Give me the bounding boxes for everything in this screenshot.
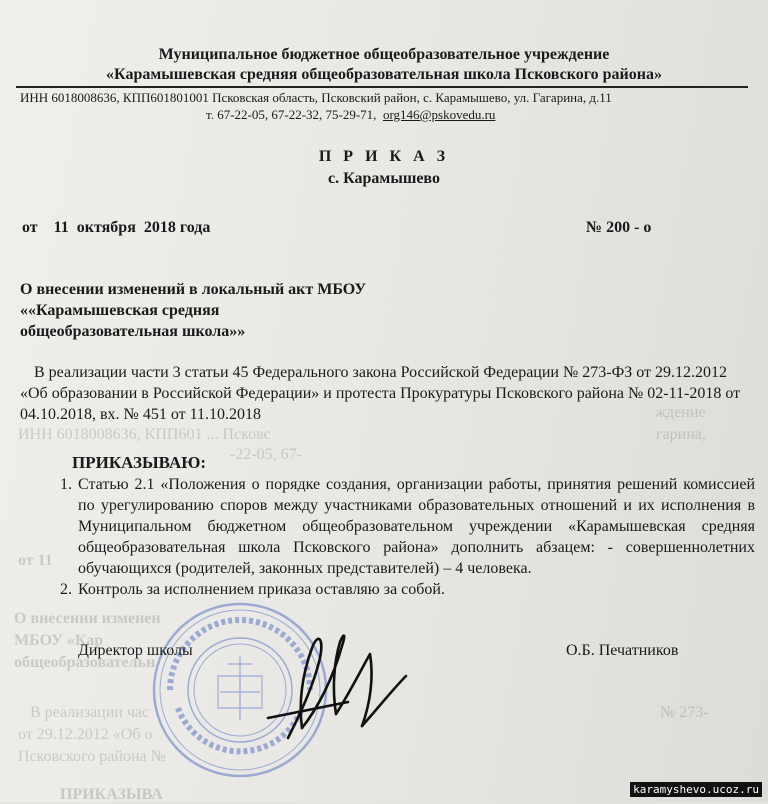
signature-icon bbox=[258, 618, 418, 748]
signer-name: О.Б. Печатников bbox=[566, 642, 679, 659]
org-contacts bbox=[206, 107, 495, 123]
list-item bbox=[20, 474, 755, 579]
doc-number: № 200 - о bbox=[586, 219, 652, 236]
list-item bbox=[20, 579, 755, 600]
doc-subject: О внесении изменений в локальный акт МБОУ ««Карамышевская средняя общеобразовательная школа»» bbox=[20, 281, 367, 340]
doc-place: с. Карамышево bbox=[328, 170, 440, 187]
doc-preamble-text: В реализации части 3 статьи 45 Федерального закона Российской Федерации № 273-ФЗ от 29.12.2012 «Об образовании в Российской Федерации» и протеста Прокуратуры Псковского района № 02-11-2018 от 04.10.2018, вх. № 451 от 11.10.2018 bbox=[20, 364, 741, 423]
order-items bbox=[20, 474, 755, 600]
org-phones: т. 67-22-05, 67-22-32, 75-29-71, bbox=[206, 107, 377, 122]
doc-date: от 11 октября 2018 года bbox=[22, 219, 211, 236]
site-watermark: karamyshevo.ucoz.ru bbox=[630, 782, 762, 797]
item-text: Статью 2.1 «Положения о порядке создания, организации работы, принятия решений комиссией по урегулированию споров между участниками образовательных отношений и их исполнения в Муниципальном бюджетном общеобразовательном учреждении «Карамышевская средняя общеобразовательная школа Псковского района» дополнить абзацем: - совершеннолетних обучающихся (родителей, законных представителей) – 4 человека. bbox=[78, 476, 755, 577]
org-name-line2: «Карамышевская средняя общеобразовательная школа Псковского района» bbox=[106, 66, 662, 83]
item-number: 2. bbox=[60, 581, 72, 598]
document-page: ИНН 6018008636, КПП601 ... Псковс гарина, ждение -22-05, 67- от 11 О внесении изменен МБОУ «Кар общеобразовательн В реализации час от 29.12.2012 «Об о Псковского района № № 273- ПРИКАЗЫВА Муниципальное бюджетное общеобразовательное учреждение «Карамышевская средняя общеобразовательная школа Псковского района» ИНН 6018008636, КПП601801001 Псковская область, Псковский район, с. Карамышево, ул. Гагарина, д.11 т. 67-22-05, 67-22-32, 75-29-71, org146@pskovedu.ru П Р И К А З с. Карамышево от 11 октября 2018 года № 200 - о О внесении изменений в локальный акт МБОУ ««Карамышевская средняя общеобразовательная школа»» В реализации части 3 статьи 45 Федерального закона Российской Федерации № 273-ФЗ от 29.12.2012 «Об образовании в Российской Федерации» и протеста Прокуратуры Псковского района № 02-11-2018 от 04.10.2018, вх. № 451 от 11.10.2018 ПРИКАЗЫВАЮ: 1. Статью 2.1 «Положения о порядке создания, организации работы, принятия решений комиссией по урегулированию споров между участниками образовательных отношений и их исполнения в Муниципальном бюджетном общеобразовательном учреждении «Карамышевская средняя общеобразовательная школа Псковского района» дополнить абзацем: - совершеннолетних обучающихся (родителей, законных представителей) – 4 человека. 2. Контроль за исполнением приказа оставляю за собой. Директор школы О.Б. Печатников karamyshevo.ucoz.ru bbox=[0, 0, 768, 802]
header-divider bbox=[16, 86, 748, 88]
order-word: ПРИКАЗЫВАЮ: bbox=[72, 453, 207, 472]
doc-preamble bbox=[20, 362, 755, 425]
doc-title: П Р И К А З bbox=[318, 148, 450, 165]
signer-position: Директор школы bbox=[78, 642, 193, 659]
org-requisites: ИНН 6018008636, КПП601801001 Псковская область, Псковский район, с. Карамышево, ул. Гагарина, д.11 bbox=[20, 90, 612, 105]
item-number: 1. bbox=[60, 476, 72, 493]
org-name-line1: Муниципальное бюджетное общеобразовательное учреждение bbox=[158, 46, 610, 63]
org-email-link[interactable]: org146@pskovedu.ru bbox=[382, 107, 496, 122]
item-text: Контроль за исполнением приказа оставляю за собой. bbox=[78, 581, 445, 598]
